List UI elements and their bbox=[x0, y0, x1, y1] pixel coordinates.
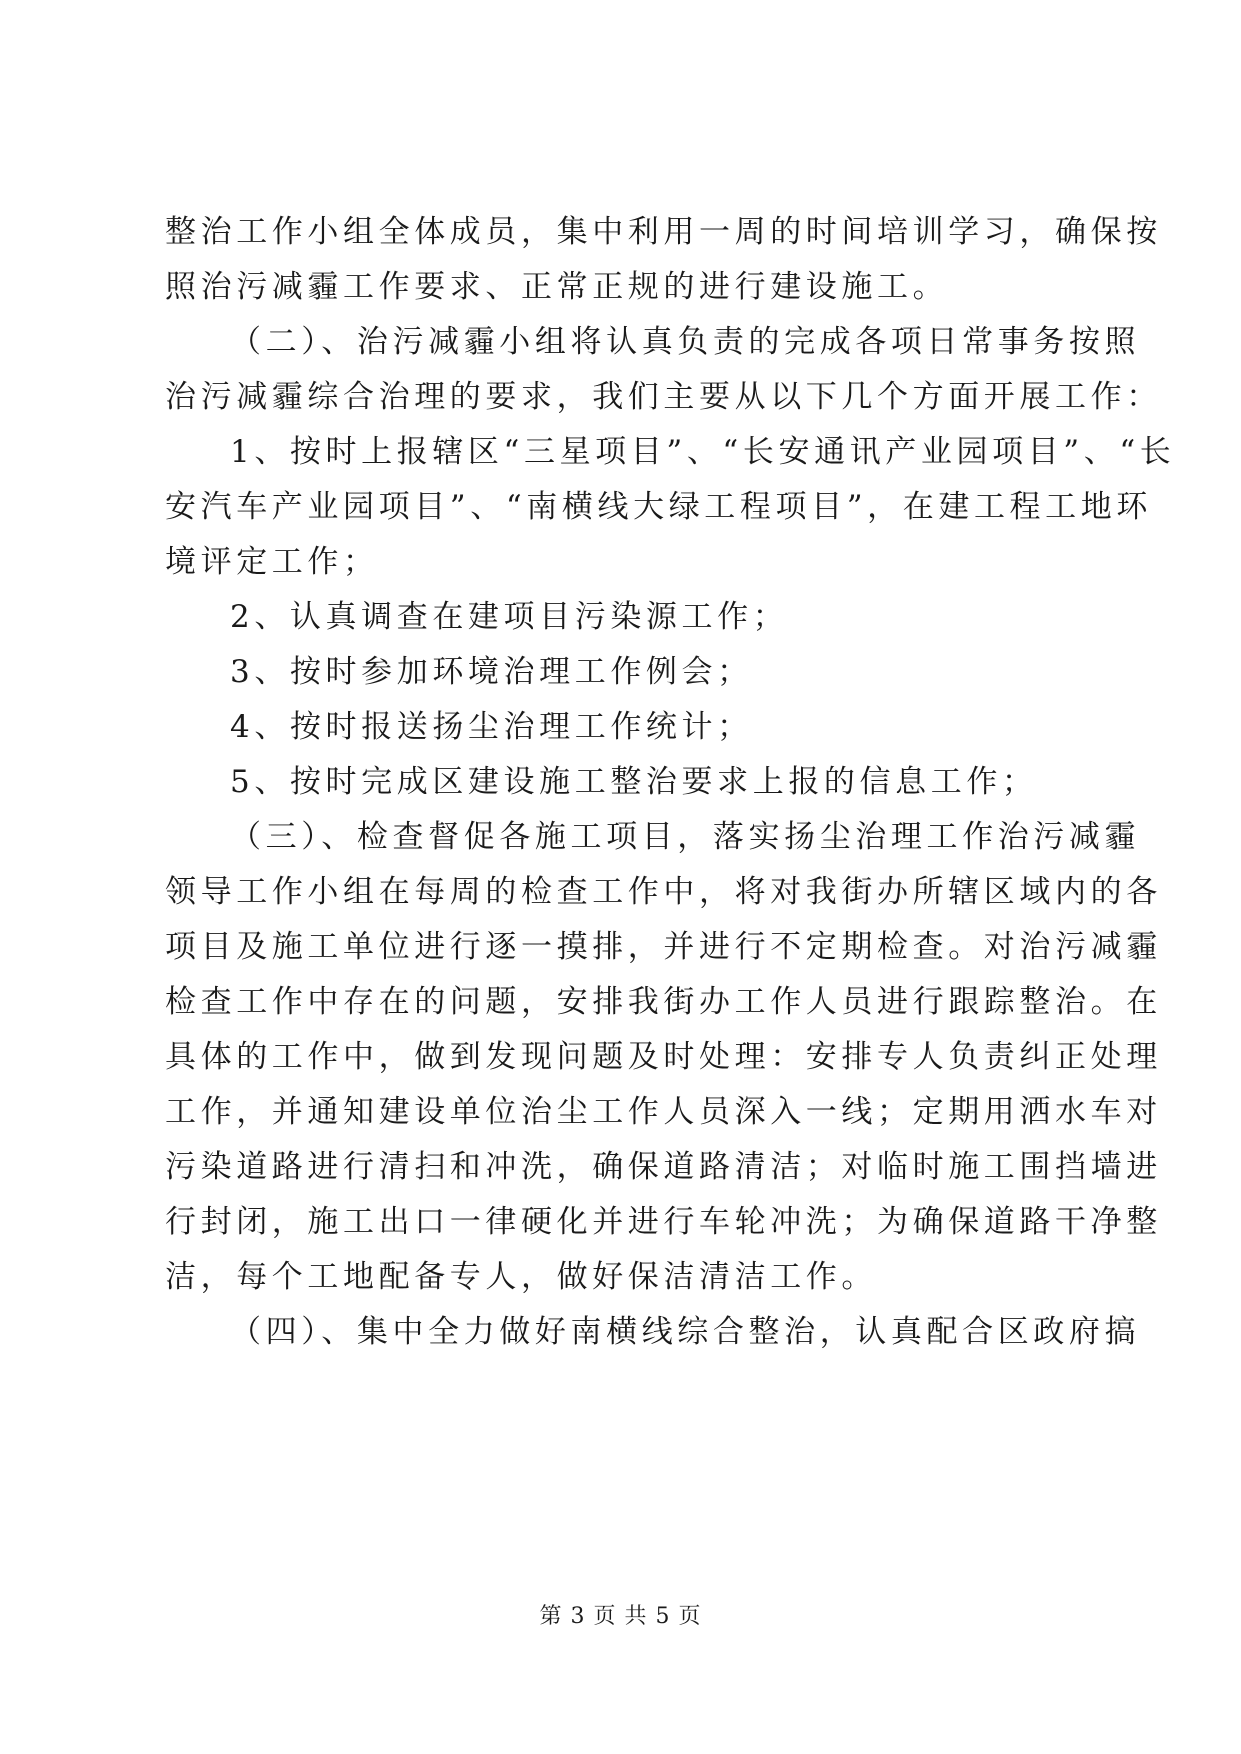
text-line: 领导工作小组在每周的检查工作中，将对我街办所辖区域内的各 bbox=[165, 874, 1162, 910]
text-line: 项目及施工单位进行逐一摸排，并进行不定期检查。对治污减霾 bbox=[165, 929, 1162, 965]
text-line: 洁，每个工地配备专人，做好保洁清洁工作。 bbox=[165, 1259, 877, 1295]
text-line: 具体的工作中，做到发现问题及时处理：安排专人负责纠正处理 bbox=[165, 1039, 1162, 1075]
list-item-5: 5、按时完成区建设施工整治要求上报的信息工作； bbox=[230, 764, 1038, 800]
text-line: 安汽车产业园项目”、“南横线大绿工程项目”，在建工程工地环 bbox=[165, 489, 1152, 525]
text-line: 污染道路进行清扫和冲洗，确保道路清洁；对临时施工围挡墙进 bbox=[165, 1149, 1162, 1185]
list-item-4: 4、按时报送扬尘治理工作统计； bbox=[230, 709, 753, 745]
text-line: 整治工作小组全体成员，集中利用一周的时间培训学习，确保按 bbox=[165, 214, 1162, 250]
list-item-1: 1、按时上报辖区“三星项目”、“长安通讯产业园项目”、“长 bbox=[230, 434, 1176, 470]
paragraph-heading-2: （二）、治污减霾小组将认真负责的完成各项日常事务按照 bbox=[230, 324, 1141, 360]
text-line: 行封闭，施工出口一律硬化并进行车轮冲洗；为确保道路干净整 bbox=[165, 1204, 1162, 1240]
list-item-3: 3、按时参加环境治理工作例会； bbox=[230, 654, 753, 690]
paragraph-heading-4: （四）、集中全力做好南横线综合整治，认真配合区政府搞 bbox=[230, 1314, 1141, 1350]
text-line: 检查工作中存在的问题，安排我街办工作人员进行跟踪整治。在 bbox=[165, 984, 1162, 1020]
page-number-footer: 第 3 页 共 5 页 bbox=[539, 1604, 702, 1629]
text-line: 工作，并通知建设单位治尘工作人员深入一线；定期用洒水车对 bbox=[165, 1094, 1162, 1130]
list-item-2: 2、认真调查在建项目污染源工作； bbox=[230, 599, 789, 635]
text-line: 境评定工作； bbox=[165, 544, 379, 580]
text-line: 照治污减霾工作要求、正常正规的进行建设施工。 bbox=[165, 269, 949, 305]
text-line: 治污减霾综合治理的要求，我们主要从以下几个方面开展工作： bbox=[165, 379, 1162, 415]
paragraph-heading-3: （三）、检查督促各施工项目，落实扬尘治理工作治污减霾 bbox=[230, 819, 1141, 855]
